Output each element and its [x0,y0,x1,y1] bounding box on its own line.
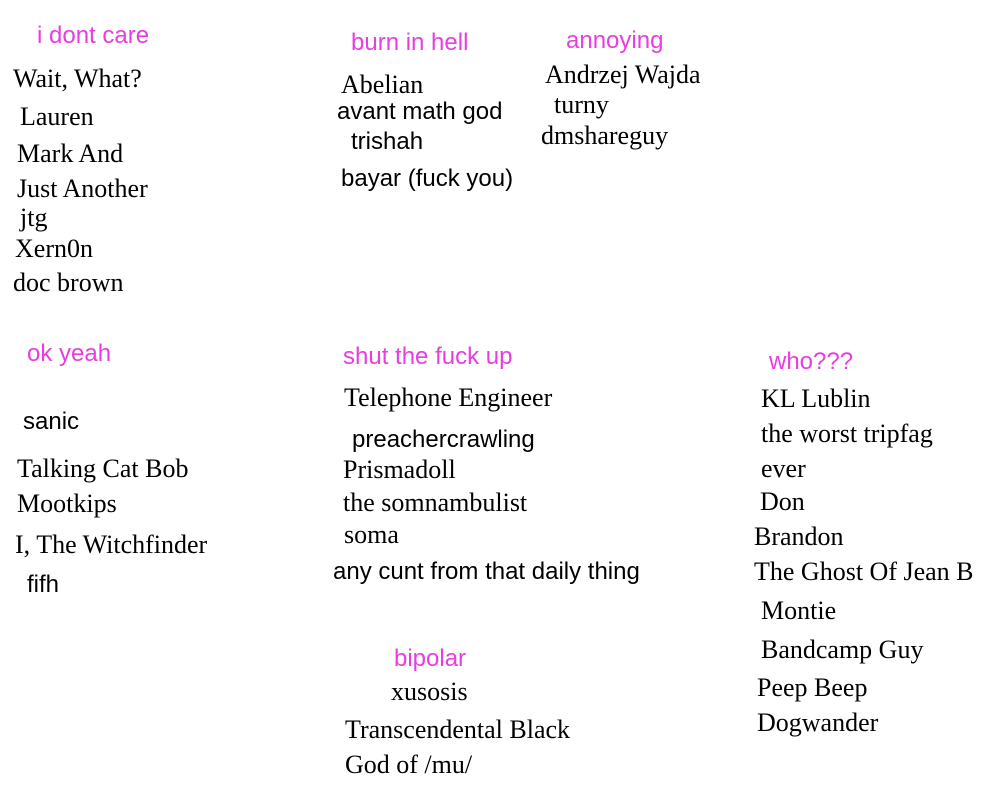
list-item: Transcendental Black [345,715,571,744]
list-item: sanic [23,408,80,435]
list-item: xusosis [391,677,468,706]
group-heading: shut the fuck up [343,343,513,370]
list-item: trishah [351,128,424,155]
list-item: the worst tripfag [761,419,933,448]
list-item: turny [554,90,609,119]
list-item: Peep Beep [757,673,868,702]
list-item: Bandcamp Guy [761,635,924,664]
list-item: Talking Cat Bob [17,454,189,483]
list-item: any cunt from that daily thing [333,558,640,585]
list-item: dmshareguy [541,121,669,150]
list-item: soma [344,520,399,549]
group-heading: burn in hell [351,29,469,56]
list-item: Brandon [754,522,844,551]
list-item: Abelian [341,70,424,99]
list-item: Xern0n [15,234,93,263]
list-item: bayar (fuck you) [341,165,514,192]
list-item: Montie [761,596,837,625]
list-item: the somnambulist [343,488,528,517]
list-item: KL Lublin [761,384,871,413]
list-item: Lauren [20,102,94,131]
group-heading: annoying [566,27,664,54]
list-item: avant math god [337,98,503,125]
list-item: preachercrawling [352,426,535,453]
group-heading: bipolar [394,645,467,672]
list-item: Mootkips [17,489,117,518]
list-item: God of /mu/ [345,750,473,779]
list-item: Mark And [17,139,124,168]
list-item: fifh [27,571,60,598]
list-item: Telephone Engineer [344,383,553,412]
list-item: Prismadoll [343,455,456,484]
group-heading: i dont care [37,22,150,49]
list-item: doc brown [13,268,124,297]
group-heading: ok yeah [27,340,112,367]
list-item: jtg [20,203,48,232]
list-item: The Ghost Of Jean B [754,557,974,586]
list-item: Just Another [17,174,148,203]
list-item: Andrzej Wajda [545,60,701,89]
list-item: Dogwander [757,708,879,737]
list-item: I, The Witchfinder [15,530,208,559]
list-item: ever [761,454,806,483]
group-heading: who??? [769,348,854,375]
list-item: Don [760,487,805,516]
list-item: Wait, What? [13,64,142,93]
